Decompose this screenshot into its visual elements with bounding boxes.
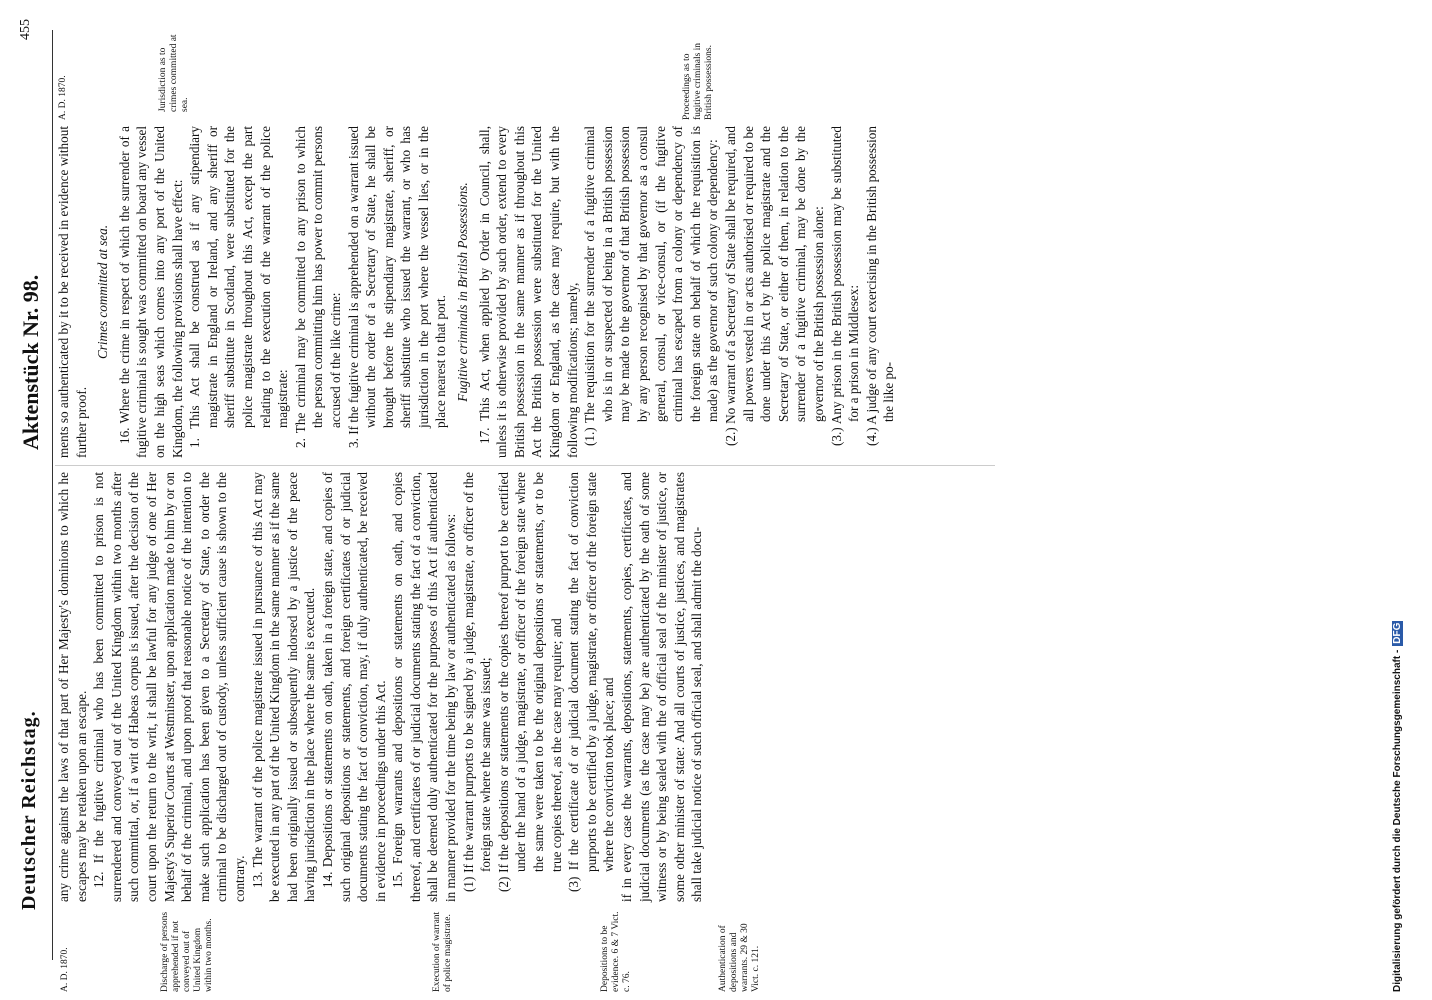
stamp-text: Digitalisierung gefördert durch die Deutsche Forschungsgemeinschaft - xyxy=(1392,649,1403,992)
list-item: 1. This Act shall be construed as if any stipendiary magistrate in England or Ireland, and any sheriff or sheriff substitute in Scotland, were substituted for the police magistrate throughout this Act, except the part relating to the execution of the warrant of the police magistrate: xyxy=(187,126,291,448)
margin-note-depositions: Depositions to be evidence. 6 & 7 Vict. c. 76. xyxy=(600,911,632,992)
section-13: 13. The warrant of the police magistrate issued in pursuance of this Act may be executed in any part of the United Kingdom in the same manner as if the same had been originally issued or subsequently indorsed by a justice of the peace having jurisdiction in the place where the same is executed. xyxy=(249,472,318,902)
margin-note-discharge: Discharge of persons apprehended if not conveyed out of United Kingdom within two months. xyxy=(160,911,214,992)
list-item: 2. The criminal may be committed to any prison to which the person committing him has power to commit persons accused of the like crime: xyxy=(292,126,343,448)
section-17: 17. This Act, when applied by Order in Council, shall, unless it is otherwise provided by such order, extend to every British possession in the same manner as if throughout this Act the British possession were substituted for the United Kingdom or England, as the case may require, but with the following modifications; namely, xyxy=(476,126,580,458)
page-header xyxy=(8,0,48,1000)
paragraph: ments so authenticated by it to be received in evidence without further proof. xyxy=(56,126,89,458)
list-item: (4.) A judge of any court exercising in the British possession the like po- xyxy=(863,126,897,446)
list-item: (3) If the certificate of or judicial document stating the fact of conviction purports to be certified by a judge, magistrate, or officer of the foreign state where the conviction took place; and xyxy=(566,472,617,892)
margin-note-authentication: Authentication of depositions and warrants. 29 & 30 Vict. c. 121. xyxy=(718,923,761,992)
margin-year-right: A. D. 1870. xyxy=(58,75,68,120)
page-number: 455 xyxy=(18,19,33,40)
header-left: Deutscher Reichstag. xyxy=(18,710,40,910)
section-12: 12. If the fugitive criminal who has been committed to prison is not surrendered and conveyed out of the United Kingdom within two months after such committal, or, if a writ of Habeas corpus is issued, after the decision of the court upon the return to the writ, it shall be lawful for any judge of one of Her Majesty's Superior Courts at Westminster, upon application made to him by or on behalf of the criminal, and upon proof that reasonable notice of the intention to make such application has been given to a Secretary of State, to order the criminal to be discharged out of custody, unless sufficient cause is shown to the contrary. xyxy=(91,472,247,902)
section-14: 14. Depositions or statements on oath, taken in a foreign state, and copies of such original depositions or statements, and foreign certificates of or judicial documents stating the fact of conviction, may, if duly authenticated, be received in evidence in proceedings under this Act. xyxy=(319,472,388,902)
list-item: (3.) Any prison in the British possession may be substituted for a prison in Middlesex: xyxy=(828,126,862,446)
section-16: 16. Where the crime in respect of which the surrender of a fugitive criminal is sought was committed on board any vessel on the high seas which comes into any port of the United Kingdom, the following provisions shall have effect: xyxy=(116,126,185,458)
margin-note-execution: Execution of warrant of police magistrate. xyxy=(432,911,453,992)
list-item: (1.) The requisition for the surrender of a fugitive criminal who is in or suspected of being in a British possession may be made to the governor of that British possession by any person recognised by that governor as a consul general, consul, or vice-consul, or (if the fugitive criminal has escaped from a colony or dependency of the foreign state on behalf of which the requisition is made) as the governor of such colony or dependency: xyxy=(582,126,721,446)
header-rule xyxy=(52,30,53,960)
margin-note-possessions: Proceedings as to fugitive criminals in British possessions. xyxy=(682,42,714,120)
margin-note-jurisdiction: Jurisdiction as to crimes committed at sea. xyxy=(158,34,190,112)
right-column xyxy=(55,126,898,458)
margin-year-left: A. D. 1870. xyxy=(60,947,70,992)
paragraph: any crime against the laws of that part of Her Majesty's dominions to which he escapes may be retaken upon an escape. xyxy=(56,472,89,902)
dfg-badge: DFG xyxy=(1392,622,1403,644)
digitization-stamp xyxy=(1392,621,1403,992)
section-heading: Fugitive criminals in British Possessions. xyxy=(455,182,471,402)
list-item: (2.) No warrant of a Secretary of State shall be required, and all powers vested in or acts authorised or required to be done under this Act by the police magistrate and the Secretary of State, or either of them, in relation to the surrender of a fugitive criminal, may be done by the governor of the British possession alone: xyxy=(722,126,826,446)
list-item: (2) If the depositions or statements or the copies thereof purport to be certified under the hand of a judge, magistrate, or officer of the foreign state where the same were taken to be the original depositions or statements, or to be true copies thereof, as the case may require; and xyxy=(495,472,564,892)
paragraph: if in every case the warrants, depositions, statements, copies, certificates, and judicial documents (as the case may be) are authenticated by the oath of some witness or by being sealed with the of official seal of the minister of justice, or some other minister of state: And all courts of justice, justices, and magistrates shall take judicial notice of such official seal, and shall admit the docu- xyxy=(619,472,705,902)
list-item: 3. If the fugitive criminal is apprehended on a warrant issued without the order of a Secretary of State, he shall be brought before the stipendiary magistrate, sheriff, or sheriff substitute who issued the warrant, or who has jurisdiction in the port where the vessel lies, or in the place nearest to that port. xyxy=(345,126,449,448)
section-15: 15. Foreign warrants and depositions or statements on oath, and copies thereof, and certificates of or judicial documents stating the fact of a conviction, shall be deemed duly authenticated for the purposes of this Act if authenticated in manner provided for the time being by law or authenticated as follows: xyxy=(390,472,459,902)
list-item: (1) If the warrant purports to be signed by a judge, magistrate, or officer of the foreign state where the same was issued; xyxy=(460,472,494,892)
header-middle: Aktenstück Nr. 98. xyxy=(18,274,43,450)
section-heading: Crimes committed at sea. xyxy=(95,224,111,360)
column-divider xyxy=(55,465,995,466)
left-column xyxy=(55,472,706,902)
